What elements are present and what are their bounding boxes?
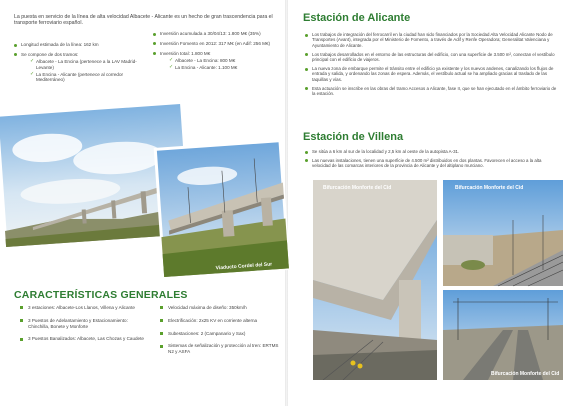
investment-breakdown <box>160 58 283 71</box>
investment-column <box>153 31 283 74</box>
fomento-investment: Inversión Fomento en 2012: 317 M€ (en Adif: 256 M€) <box>153 41 283 47</box>
villena-paragraph: Se sitúa a 6 km al sur de la localidad y 2,5 km al oeste de la autopista A-31. <box>305 149 560 154</box>
check-icon: ✓ <box>169 56 174 63</box>
track-junction-photo <box>443 180 563 286</box>
total-investment <box>153 51 283 71</box>
total-investment-label: Inversión total: 1.800 M€ <box>160 50 211 56</box>
characteristics-title: CARACTERÍSTICAS GENERALES <box>14 289 188 301</box>
breakdown-item: ✓ La Encina - Alicante: 1.100 M€ <box>169 63 238 70</box>
alicante-paragraph: Los trabajos desarrollados en el entorno de las estructuras del edificio, con una superficie de 3.500 m², conectan el vestíbulo principal con el edificio de viajeros. <box>305 52 560 63</box>
viaduct-photo-close <box>155 141 289 277</box>
intro-text: La puesta en servicio de la línea de alta velocidad Albacete - Alicante es un hecho de gran trascendencia para el transporte ferroviario español. <box>14 14 273 27</box>
characteristic-item: Sistemas de señalización y protección al tren: ERTMS N2 y ASFA <box>160 343 284 355</box>
line-facts-column <box>14 42 142 87</box>
villena-paragraph: Las nuevas instalaciones, tienen una superficie de 4.500 m² distribuidos en dos plantas. Favorecen el acceso a la alta velocidad de las comarcas interiores de la provincia de Alicante y del altiplano murciano. <box>305 158 560 169</box>
characteristic-item: 3 estaciones: Albacete-Los Llanos, Villena y Alicante <box>20 305 148 311</box>
alicante-paragraph: Los trabajos de integración del ferrocarril en la ciudad han sido financiados por la Sociedad Alta Velocidad Alicante Nodo de Transportes (Avant), integrada por el Ministerio de Fomento, a través de Adif y Renfe Operadora; Generalitat Valenciana y Ayuntamiento de Alicante. <box>305 32 560 48</box>
characteristic-item: Velocidad máxima de diseño: 350km/h <box>160 305 284 311</box>
alicante-text <box>305 32 560 100</box>
photo-caption: Viaducto Cordel del Sur <box>215 261 273 272</box>
villena-text <box>305 149 560 172</box>
alicante-paragraph: Esta actuación se inscribe en las obras del tramo Accesos a Alicante, fase II, que se han ejecutado en el ámbito ferroviario de la estación. <box>305 86 560 97</box>
photo-caption: Bifurcación Monforte del Cid <box>455 185 524 191</box>
characteristic-item: 3 Puestos de Adelantamiento y Estacionamiento: Chinchilla, Bonete y Monforte <box>20 318 148 330</box>
characteristic-item: 3 Puestos Banalizados: Albacete, Las Chozas y Caudete <box>20 336 148 342</box>
villena-title: Estación de Villena <box>303 131 404 143</box>
breakdown-item: ✓ Albacete - La Encina: 800 M€ <box>169 56 236 63</box>
characteristic-item: Subestaciones: 2 (Campanario y Sax) <box>160 331 284 337</box>
characteristic-item: Electrificación: 2x25 KV en corriente alterna <box>160 318 284 324</box>
check-icon: ✓ <box>30 70 35 77</box>
alicante-title: Estación de Alicante <box>303 12 411 24</box>
sections-title: Se compone de dos tramos: <box>21 51 79 57</box>
check-icon: ✓ <box>30 58 35 65</box>
track-catenary-photo <box>443 290 563 380</box>
characteristics-col1 <box>20 305 148 349</box>
bridge-underside-photo <box>313 180 437 380</box>
section-item: ✓ La Encina - Alicante (pertenece al corredor Mediterráneo) <box>30 70 124 83</box>
accumulated-investment: Inversión acumulada a 30/04/13: 1.800 M€ (35%) <box>153 31 283 37</box>
length-item: Longitud estimada de la línea: 162 km <box>14 42 142 48</box>
viaduct-photo-collage <box>0 105 286 278</box>
alicante-paragraph: La nueva zona de embarque permite el tránsito entre el edificio ya existente y los nuevos andenes, canalizando los flujos de entrada y salida, y ordenando las zonas de espera. Además, el vestíbulo actual se ha ampliado gracias al traslado de las taquillas y vías. <box>305 66 560 82</box>
photo-caption: Bifurcación Monforte del Cid <box>323 185 392 191</box>
sections-item <box>14 52 142 83</box>
section-item: ✓ Albacete - La Encina (pertenece a la LAV Madrid-Levante) <box>30 58 137 70</box>
check-icon: ✓ <box>169 63 174 70</box>
bifurcation-photo-collage <box>313 180 563 380</box>
photo-caption: Bifurcación Monforte del Cid <box>491 371 560 377</box>
sections-list <box>21 59 142 83</box>
characteristics-col2 <box>160 305 284 362</box>
